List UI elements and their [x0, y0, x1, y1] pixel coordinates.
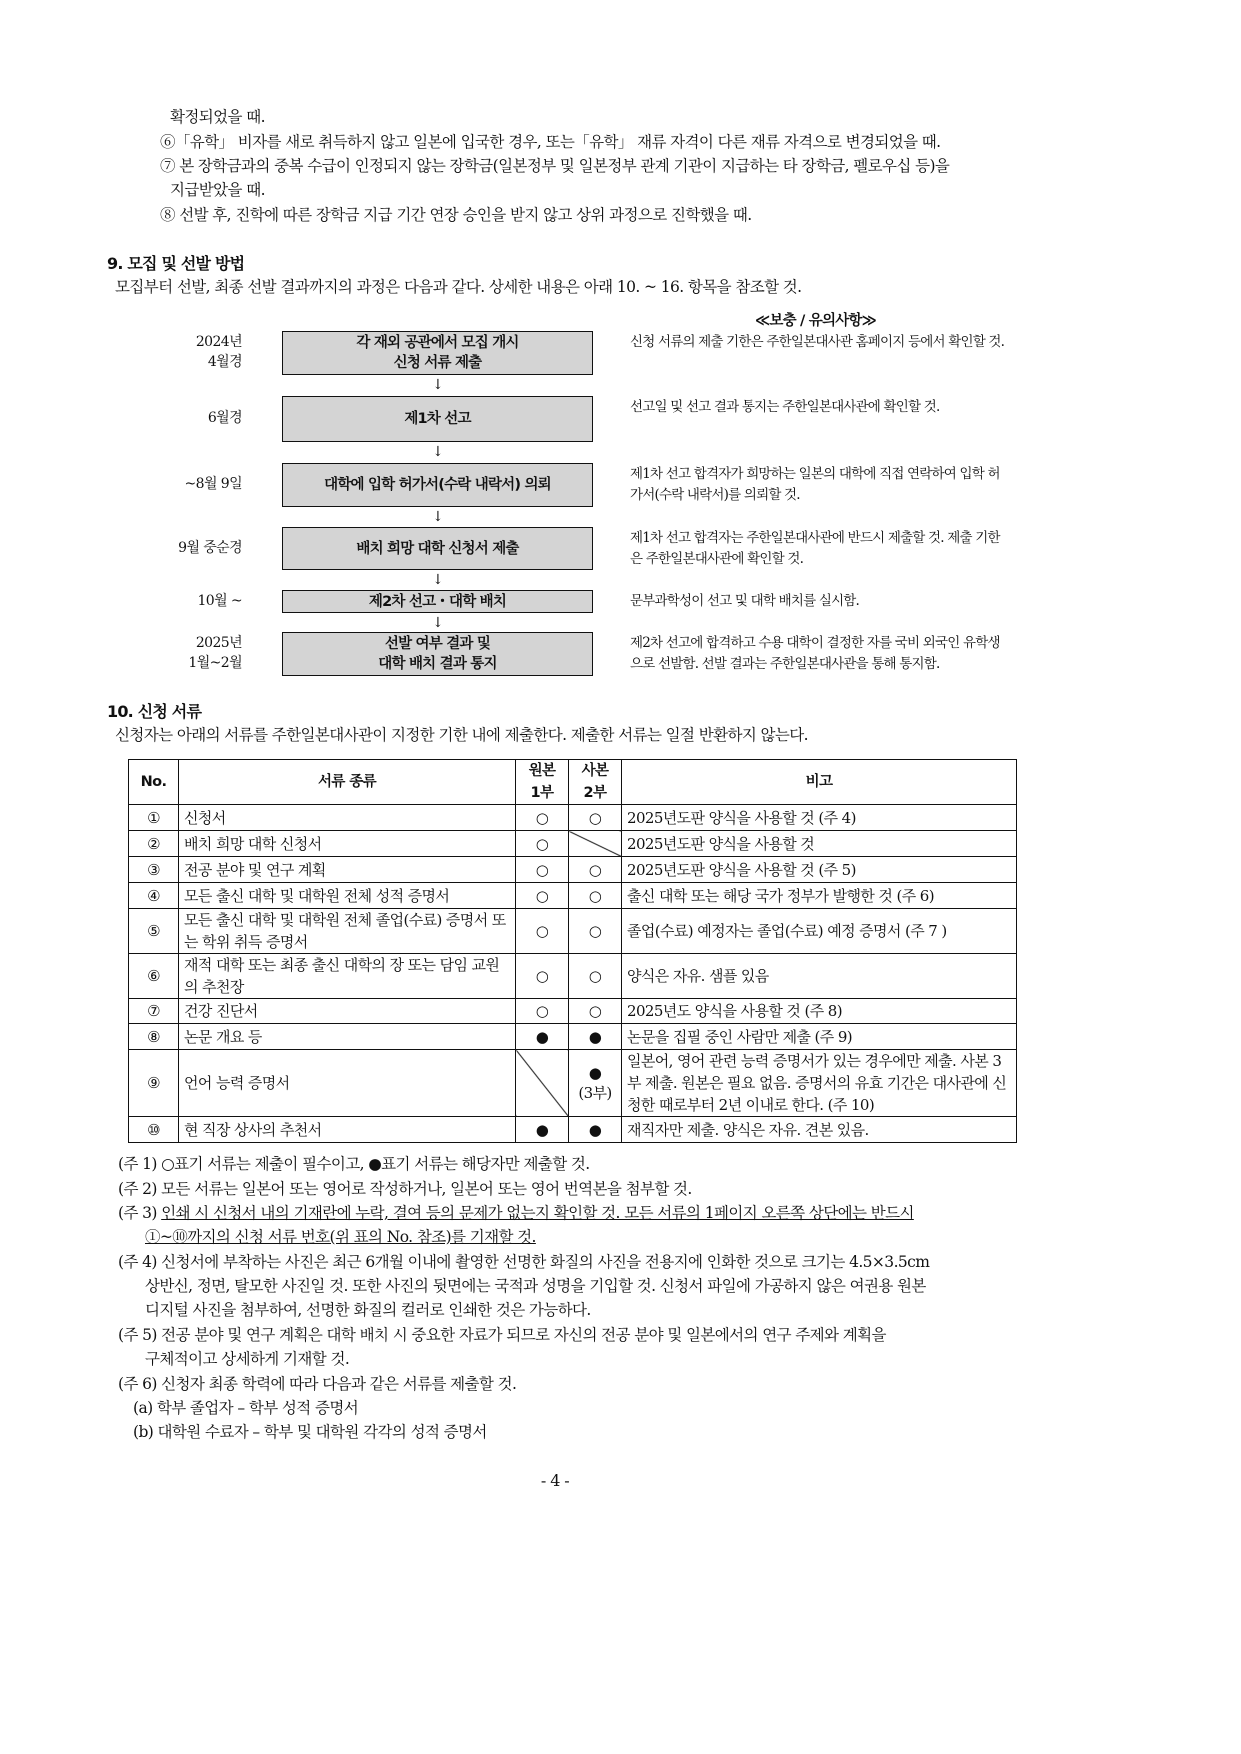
header-remark: 비고	[622, 760, 1017, 805]
step-note: 선고일 및 선고 결과 통지는 주한일본대사관에 확인할 것.	[630, 399, 940, 415]
cell-type: 배치 희망 대학 신청서	[179, 831, 516, 857]
cell-type: 건강 진단서	[179, 999, 516, 1024]
flow-step-box: 제1차 선고	[282, 396, 593, 442]
footnote-4-cont: 상반신, 정면, 탈모한 사진일 것. 또한 사진의 뒷면에는 국적과 성명을 기입할 것. 신청서 파일에 가공하지 않은 여권용 원본	[145, 1277, 926, 1295]
cell-no: ⑩	[129, 1117, 179, 1143]
cell-copy: ○	[569, 999, 622, 1024]
header-copy: 사본 2부	[569, 760, 622, 805]
table-row	[129, 857, 1017, 883]
cell-remark: 양식은 자유. 샘플 있음	[622, 954, 1017, 999]
cell-type: 재적 대학 또는 최종 출신 대학의 장 또는 담임 교원의 추천장	[179, 954, 516, 999]
cell-remark: 2025년도판 양식을 사용할 것 (주 4)	[622, 805, 1017, 831]
cell-copy: ●	[569, 1024, 622, 1050]
cell-copy: ● (3부)	[569, 1050, 622, 1117]
cell-copy: ○	[569, 805, 622, 831]
notes-header: ≪보충 / 유의사항≫	[755, 313, 876, 329]
step-date: 2024년 4월경	[195, 334, 242, 370]
cell-remark: 일본어, 영어 관련 능력 증명서가 있는 경우에만 제출. 사본 3부 제출. 원본은 필요 없음. 증명서의 유효 기간은 대사관에 신청한 때로부터 2년 이내로 한다. (주 10)	[622, 1050, 1017, 1117]
table-row	[129, 909, 1017, 954]
cell-original: ○	[516, 805, 569, 831]
cell-no: ①	[129, 805, 179, 831]
cell-original: ○	[516, 999, 569, 1024]
section-9-desc: 모집부터 선발, 최종 선발 결과까지의 과정은 다음과 같다. 상세한 내용은 아래 10. ~ 16. 항목을 참조할 것.	[115, 278, 802, 296]
cell-no: ⑧	[129, 1024, 179, 1050]
cell-type: 현 직장 상사의 추천서	[179, 1117, 516, 1143]
text-line: 지급받았을 때.	[170, 181, 265, 199]
cell-original: ●	[516, 1117, 569, 1143]
cell-remark: 재직자만 제출. 양식은 자유. 견본 있음.	[622, 1117, 1017, 1143]
arrow-down-icon: ↓	[432, 615, 444, 631]
cell-original: ●	[516, 1024, 569, 1050]
footnote-2: (주 2) 모든 서류는 일본어 또는 영어로 작성하거나, 일본어 또는 영어 번역본을 첨부할 것.	[118, 1180, 692, 1198]
step-date: 2025년 1월~2월	[188, 635, 242, 671]
table-header-row	[129, 760, 1017, 805]
section-9-heading: 9. 모집 및 선발 방법	[107, 254, 245, 273]
footnote-6: (주 6) 신청자 최종 학력에 따라 다음과 같은 서류를 제출할 것.	[118, 1375, 517, 1393]
footnote-4-cont: 디지털 사진을 첨부하여, 선명한 화질의 컬러로 인쇄한 것은 가능하다.	[145, 1301, 591, 1319]
cell-original-na	[516, 1050, 569, 1117]
cell-no: ⑤	[129, 909, 179, 954]
arrow-down-icon: ↓	[432, 509, 444, 525]
table-row	[129, 1024, 1017, 1050]
cell-original: ○	[516, 831, 569, 857]
footnote-6a: (a) 학부 졸업자 – 학부 성적 증명서	[133, 1399, 359, 1417]
table-row	[129, 1117, 1017, 1143]
footnote-1: (주 1) ○표기 서류는 제출이 필수이고, ●표기 서류는 해당자만 제출할 것.	[118, 1155, 590, 1173]
step-date: 6월경	[207, 410, 242, 426]
footnote-5: (주 5) 전공 분야 및 연구 계획은 대학 배치 시 중요한 자료가 되므로 자신의 전공 분야 및 일본에서의 연구 주제와 계획을	[118, 1326, 886, 1344]
table-row	[129, 805, 1017, 831]
page-number: - 4 -	[540, 1471, 570, 1490]
cell-original: ○	[516, 909, 569, 954]
cell-no: ③	[129, 857, 179, 883]
cell-type: 언어 능력 증명서	[179, 1050, 516, 1117]
arrow-down-icon: ↓	[432, 377, 444, 393]
cell-remark: 졸업(수료) 예정자는 졸업(수료) 예정 증명서 (주 7 )	[622, 909, 1017, 954]
flow-step-box: 대학에 입학 허가서(수락 내락서) 의뢰	[282, 463, 593, 507]
cell-no: ⑦	[129, 999, 179, 1024]
table-row	[129, 883, 1017, 909]
cell-original: ○	[516, 883, 569, 909]
cell-type: 전공 분야 및 연구 계획	[179, 857, 516, 883]
cell-remark: 2025년도판 양식을 사용할 것	[622, 831, 1017, 857]
step-note: 제1차 선고 합격자는 주한일본대사관에 반드시 제출할 것. 제출 기한은 주한일본대사관에 확인할 것.	[630, 530, 1000, 567]
cell-copy: ○	[569, 909, 622, 954]
flow-step-box: 선발 여부 결과 및 대학 배치 결과 통지	[282, 632, 593, 676]
cell-no: ⑥	[129, 954, 179, 999]
cell-original: ○	[516, 857, 569, 883]
documents-table	[128, 759, 1017, 1143]
footnote-3: (주 3) 인쇄 시 신청서 내의 기재란에 누락, 결여 등의 문제가 없는지 확인할 것. 모든 서류의 1페이지 오른쪽 상단에는 반드시	[118, 1204, 914, 1222]
step-note: 제2차 선고에 합격하고 수용 대학이 결정한 자를 국비 외국인 유학생으로 선발함. 선발 결과는 주한일본대사관을 통해 통지함.	[630, 635, 1000, 672]
flow-step-box: 각 재외 공관에서 모집 개시 신청 서류 제출	[282, 331, 593, 375]
header-original: 원본 1부	[516, 760, 569, 805]
table-row	[129, 954, 1017, 999]
cell-type: 모든 출신 대학 및 대학원 전체 졸업(수료) 증명서 또는 학위 취득 증명서	[179, 909, 516, 954]
header-type: 서류 종류	[179, 760, 516, 805]
arrow-down-icon: ↓	[432, 572, 444, 588]
cell-copy: ○	[569, 857, 622, 883]
list-item-6: ⑥「유학」 비자를 새로 취득하지 않고 일본에 입국한 경우, 또는「유학」 재류 자격이 다른 재류 자격으로 변경되었을 때.	[160, 133, 941, 151]
cell-remark: 논문을 집필 중인 사람만 제출 (주 9)	[622, 1024, 1017, 1050]
table-row	[129, 1050, 1017, 1117]
arrow-down-icon: ↓	[432, 444, 444, 460]
step-note: 제1차 선고 합격자가 희망하는 일본의 대학에 직접 연락하여 입학 허가서(수락 내락서)를 의뢰할 것.	[630, 466, 1000, 503]
footnote-6b: (b) 대학원 수료자 – 학부 및 대학원 각각의 성적 증명서	[133, 1423, 487, 1441]
cell-remark: 출신 대학 또는 해당 국가 정부가 발행한 것 (주 6)	[622, 883, 1017, 909]
cell-type: 모든 출신 대학 및 대학원 전체 성적 증명서	[179, 883, 516, 909]
step-date: 10월 ~	[197, 592, 242, 609]
cell-original: ○	[516, 954, 569, 999]
cell-copy: ●	[569, 1117, 622, 1143]
cell-copy: ○	[569, 883, 622, 909]
footnote-5-cont: 구체적이고 상세하게 기재할 것.	[145, 1350, 350, 1368]
step-date: ~8월 9일	[184, 476, 242, 492]
section-10-heading: 10. 신청 서류	[107, 702, 202, 721]
step-note: 신청 서류의 제출 기한은 주한일본대사관 홈페이지 등에서 확인할 것.	[630, 334, 1005, 350]
cell-no: ④	[129, 883, 179, 909]
section-10-desc: 신청자는 아래의 서류를 주한일본대사관이 지정한 기한 내에 제출한다. 제출한 서류는 일절 반환하지 않는다.	[115, 726, 808, 744]
list-item-8: ⑧ 선발 후, 진학에 따른 장학금 지급 기간 연장 승인을 받지 않고 상위 과정으로 진학했을 때.	[160, 206, 752, 224]
footnote-3-cont: ①~⑩까지의 신청 서류 번호(위 표의 No. 참조)를 기재할 것.	[145, 1228, 536, 1246]
footnote-4: (주 4) 신청서에 부착하는 사진은 최근 6개월 이내에 촬영한 선명한 화질의 사진을 전용지에 인화한 것으로 크기는 4.5×3.5cm	[118, 1253, 930, 1271]
cell-no: ②	[129, 831, 179, 857]
cell-type: 신청서	[179, 805, 516, 831]
table-row	[129, 999, 1017, 1024]
text-line: 확정되었을 때.	[170, 108, 265, 126]
cell-remark: 2025년도 양식을 사용할 것 (주 8)	[622, 999, 1017, 1024]
cell-no: ⑨	[129, 1050, 179, 1117]
cell-type: 논문 개요 등	[179, 1024, 516, 1050]
cell-copy: ○	[569, 954, 622, 999]
flow-step-box: 배치 희망 대학 신청서 제출	[282, 527, 593, 570]
step-note: 문부과학성이 선고 및 대학 배치를 실시함.	[630, 593, 860, 609]
header-no: No.	[129, 760, 179, 805]
list-item-7: ⑦ 본 장학금과의 중복 수급이 인정되지 않는 장학금(일본정부 및 일본정부 관계 기관이 지급하는 타 장학금, 펠로우십 등)을	[160, 157, 950, 175]
cell-copy-na	[569, 831, 622, 857]
step-date: 9월 중순경	[178, 539, 242, 556]
cell-remark: 2025년도판 양식을 사용할 것 (주 5)	[622, 857, 1017, 883]
flow-step-box: 제2차 선고・대학 배치	[282, 590, 593, 613]
table-row	[129, 831, 1017, 857]
